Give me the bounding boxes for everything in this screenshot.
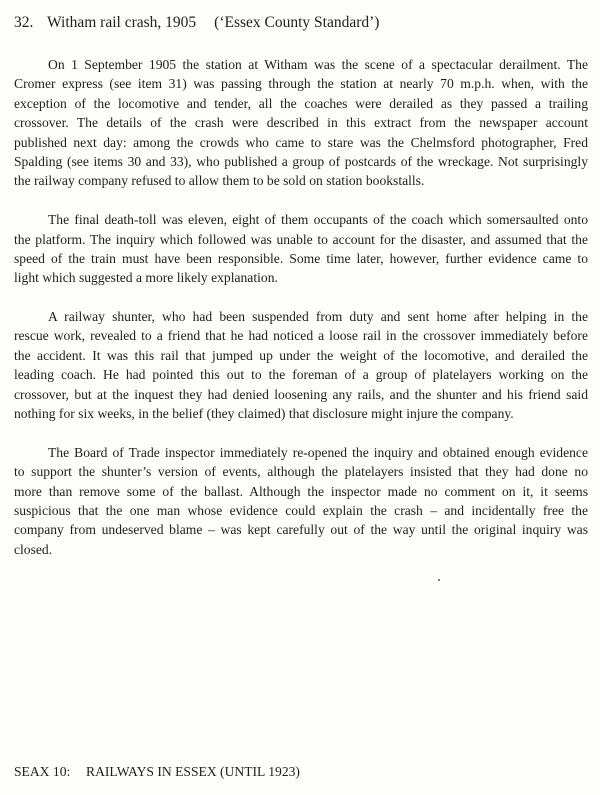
text-line: A railway shunter, who had been suspended from duty and sent home after helping in the (48, 309, 588, 325)
text-line: to support the shunter’s version of events, although the platelayers insisted that they had done no (14, 464, 588, 480)
text-line: speed of the train must have been responsible. Some time later, however, further evidence came to (14, 250, 588, 266)
document-heading (14, 14, 379, 32)
text-line: The final death-toll was eleven, eight of them occupants of the coach which somersaulted onto (48, 212, 588, 228)
footer-title: RAILWAYS IN ESSEX (UNTIL 1923) (86, 764, 300, 779)
document-body (14, 55, 588, 579)
text-line: closed. (14, 541, 53, 557)
text-line: the accident. It was this rail that jumped up under the weight of the locomotive, and derailed the (14, 347, 588, 363)
footer-series: SEAX 10: (14, 764, 71, 779)
speck (438, 579, 440, 581)
item-title: Witham rail crash, 1905 (47, 14, 197, 31)
text-line: leading coach. He had pointed this out to the foreman of a group of platelayers working on the (14, 367, 588, 383)
text-line: light which suggested a more likely explanation. (14, 270, 278, 286)
paragraph (14, 443, 588, 559)
text-line: company from undeserved blame – was kept carefully out of the way until the original inquiry was (14, 522, 588, 538)
paragraph (14, 210, 588, 288)
item-number: 32. (14, 14, 34, 31)
text-line: nothing for six weeks, in the belief (they claimed) that disclosure might injure the company. (14, 406, 514, 422)
item-source: (‘Essex County Standard’) (214, 14, 380, 31)
text-line: published next day: among the crowds who came to stare was the Chelmsford photographer, Fred (14, 134, 588, 150)
text-line: exception of the locomotive and tender, all the coaches were derailed as they passed a trailing (14, 95, 588, 111)
text-line: more than remove some of the ballast. Although the inspector made no comment on it, it seems (14, 483, 588, 499)
text-line: Cromer express (see item 31) was passing through the station at nearly 70 m.p.h. when, with the (14, 76, 588, 92)
text-line: The Board of Trade inspector immediately re-opened the inquiry and obtained enough evidence (48, 444, 588, 460)
text-line: the platform. The inquiry which followed was unable to account for the disaster, and assumed that the (14, 231, 588, 247)
text-line: the railway company refused to allow them to be sold on station bookstalls. (14, 173, 425, 189)
page-footer (14, 764, 300, 780)
paragraph (14, 307, 588, 423)
text-line: crossover, but at the inquest they had denied loosening any rails, and the shunter and his friend said (14, 386, 588, 402)
text-line: rescue work, revealed to a friend that he had noticed a loose rail in the crossover immediately before (14, 328, 588, 344)
paragraph (14, 55, 588, 191)
text-line: On 1 September 1905 the station at Witham was the scene of a spectacular derailment. The (48, 57, 588, 72)
text-line: crossover. The details of the crash were described in this extract from the newspaper account (14, 115, 588, 131)
text-line: suspicious that the one man whose evidence could explain the crash – and incidentally free the (14, 502, 588, 518)
text-line: Spalding (see items 30 and 33), who published a group of postcards of the wreckage. Not surprisingly (14, 153, 588, 169)
